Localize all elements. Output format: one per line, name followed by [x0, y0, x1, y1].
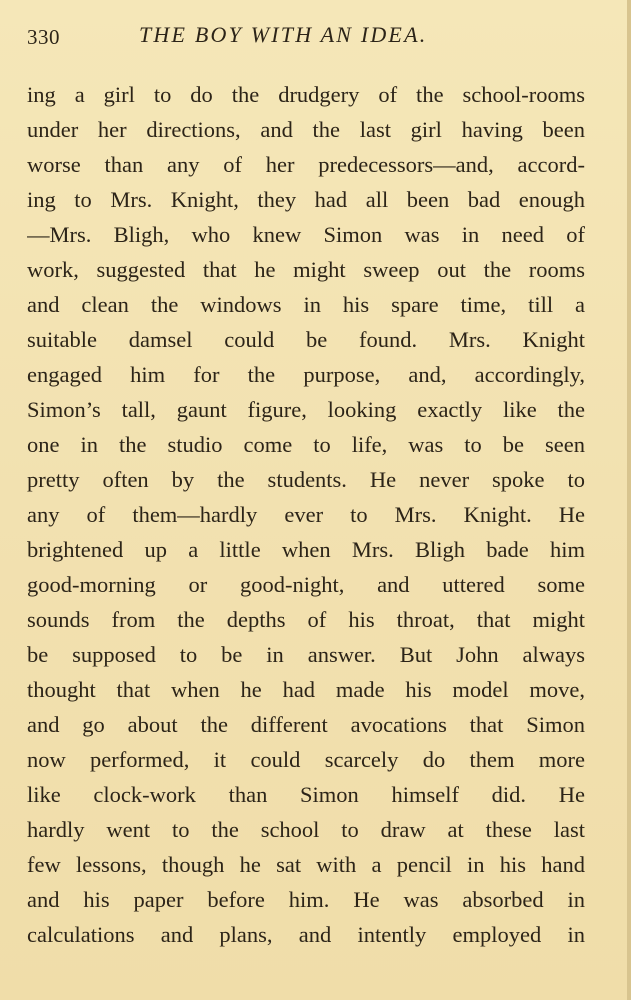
text-line: any of them—hardly ever to Mrs. Knight. He: [27, 502, 585, 527]
text-line: ing to Mrs. Knight, they had all been bad enough: [27, 187, 585, 212]
text-line: calculations and plans, and intently employed in: [27, 922, 585, 947]
text-line: pretty often by the students. He never spoke to: [27, 467, 585, 492]
text-line: and go about the different avocations that Simon: [27, 712, 585, 737]
text-line: worse than any of her predecessors—and, accord-: [27, 152, 585, 177]
page-number: 330: [27, 25, 60, 49]
text-line: sounds from the depths of his throat, that might: [27, 607, 585, 632]
text-line: Simon’s tall, gaunt figure, looking exactly like the: [27, 397, 585, 422]
text-line: one in the studio come to life, was to be seen: [27, 432, 585, 457]
running-title: THE BOY WITH AN IDEA.: [139, 22, 428, 47]
text-line: and his paper before him. He was absorbed in: [27, 887, 585, 912]
running-head: [27, 22, 611, 56]
text-line: hardly went to the school to draw at these last: [27, 817, 585, 842]
text-line: now performed, it could scarcely do them more: [27, 747, 585, 772]
text-line: ing a girl to do the drudgery of the school-rooms: [27, 82, 585, 107]
page-edge: [627, 0, 631, 1000]
text-line: few lessons, though he sat with a pencil in his hand: [27, 852, 585, 877]
text-line: be supposed to be in answer. But John always: [27, 642, 585, 667]
text-line: and clean the windows in his spare time, till a: [27, 292, 585, 317]
text-line: suitable damsel could be found. Mrs. Knight: [27, 327, 585, 352]
text-line: engaged him for the purpose, and, accordingly,: [27, 362, 585, 387]
text-line: thought that when he had made his model move,: [27, 677, 585, 702]
text-line: under her directions, and the last girl having been: [27, 117, 585, 142]
body-text: [27, 77, 585, 952]
text-line: work, suggested that he might sweep out the rooms: [27, 257, 585, 282]
text-line: brightened up a little when Mrs. Bligh bade him: [27, 537, 585, 562]
text-line: like clock-work than Simon himself did. He: [27, 782, 585, 807]
text-line: —Mrs. Bligh, who knew Simon was in need of: [27, 222, 585, 247]
text-line: good-morning or good-night, and uttered some: [27, 572, 585, 597]
